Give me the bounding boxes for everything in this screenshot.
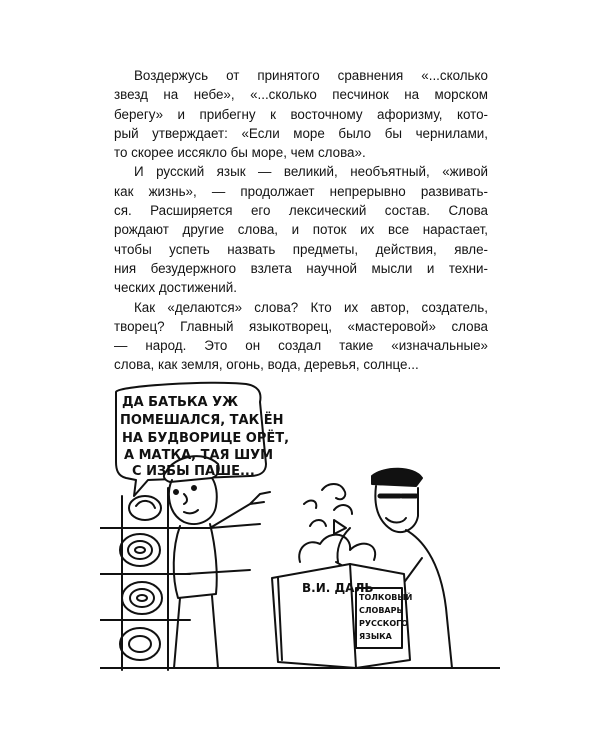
text-line: ческих достижений. bbox=[114, 280, 237, 296]
text-line: И русский язык — великий, необъятный, «живой bbox=[134, 164, 488, 180]
paragraph-2 bbox=[114, 162, 488, 297]
text-line: берегу» и прибегну к восточному афоризму, кото- bbox=[114, 106, 488, 122]
book-title-line: СЛОВАРЬ bbox=[359, 606, 403, 615]
paragraph-1 bbox=[114, 66, 488, 162]
speech-line: А МАТКА, ТАЯ ШУМ bbox=[124, 448, 274, 463]
speech-line: ДА БАТЬКА УЖ bbox=[122, 395, 239, 410]
book-author: В.И. ДАЛЬ bbox=[302, 581, 374, 595]
book-title-line: ТОЛКОВЫЙ bbox=[359, 593, 413, 602]
text-line: то скорее иссякло бы море, чем слова». bbox=[114, 145, 366, 161]
book-title-line: РУССКОГО bbox=[359, 619, 409, 628]
text-line: Как «делаются» слова? Кто их автор, создатель, bbox=[134, 299, 488, 315]
text-line: Воздержусь от принятого сравнения «...сколько bbox=[134, 68, 488, 83]
book-title-line: ЯЗЫКА bbox=[359, 632, 392, 641]
text-line: ния безудержного взлета научной мысли и техни- bbox=[114, 260, 488, 276]
boy-figure bbox=[160, 456, 270, 668]
speech-line: НА БУДВОРИЦЕ ОРЁТ, bbox=[122, 431, 290, 446]
text-line: чтобы успеть назвать предметы, действия, явле- bbox=[114, 241, 488, 257]
text-line: творец? Главный языкотворец, «мастеровой» слова bbox=[114, 318, 488, 334]
paragraph-3 bbox=[114, 298, 488, 375]
text-line: рый утверждает: «Если море было бы чернилами, bbox=[114, 125, 488, 141]
text-line: звезд на небе», «...сколько песчинок на морском bbox=[114, 87, 488, 103]
text-line: рождают другие слова, и поток их все нарастает, bbox=[114, 222, 488, 238]
text-line: — народ. Это он создал такие «изначальные» bbox=[114, 338, 488, 354]
body-text bbox=[114, 66, 488, 375]
text-line: ся. Расширяется его лексический состав. Слова bbox=[114, 203, 488, 219]
text-line: как жизнь», — продолжает непрерывно развивать- bbox=[114, 183, 488, 199]
text-line: слова, как земля, огонь, вода, деревья, солнце... bbox=[114, 357, 419, 373]
cartoon-illustration bbox=[100, 378, 500, 686]
speech-line: С ИЗБЫ ПАШЕ... bbox=[132, 464, 255, 479]
speech-line: ПОМЕШАЛСЯ, ТАК ЁН bbox=[120, 413, 284, 428]
